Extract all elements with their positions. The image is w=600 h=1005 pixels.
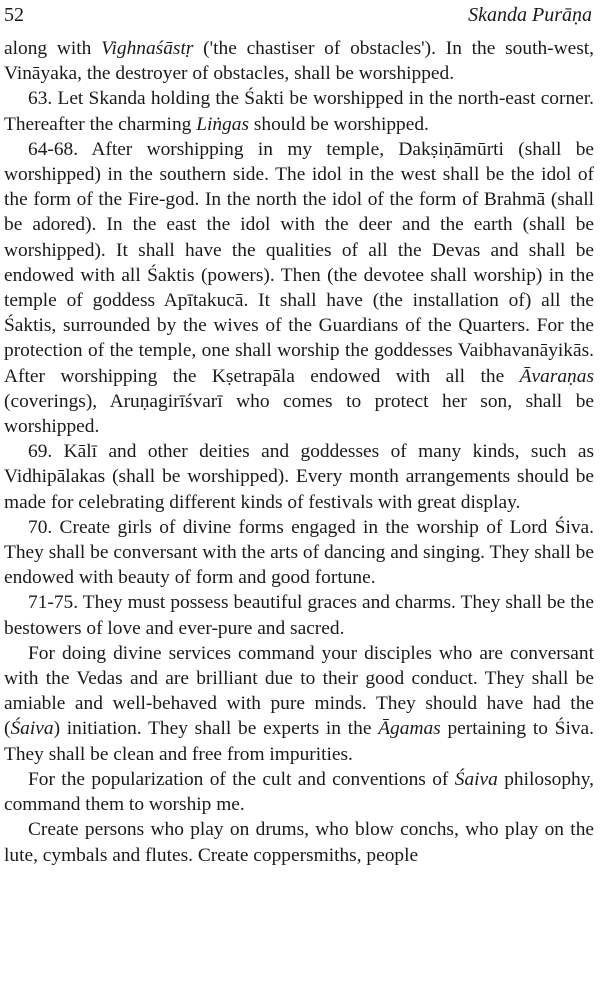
- paragraph-continuation: along with Vighnaśāstṛ ('the chastiser of obstacles'). In the south-west, Vināyaka, the destroyer of obstacles, shall be worshipped.: [4, 38, 594, 85]
- paragraph-divine-services: For doing divine services command your disciples who are conversant with the Vedas and are brilliant due to their good conduct. They shall be amiable and well-behaved with pure minds. They should have had the (Śaiva) initiation. They shall be experts in the Āgamas pertaining to Śiva. They shall be clean and free from impurities.: [4, 642, 595, 765]
- verse-70: 70. Create girls of divine forms engaged in the worship of Lord Śiva. They shall be conversant with the arts of dancing and singing. They shall be endowed with beauty of form and good fortune.: [4, 516, 594, 589]
- verse-63: 63. Let Skanda holding the Śakti be worshipped in the north-east corner. Thereafter the charming Liṅgas should be worshipped.: [4, 88, 594, 135]
- verse-69: 69. Kālī and other deities and goddesses of many kinds, such as Vidhipālakas (shall be worshipped). Every month arrangements should be made for celebrating different kinds of festivals with great display.: [4, 441, 594, 513]
- body-text: [4, 36, 594, 868]
- page-number: 52: [4, 4, 24, 26]
- page-header: [4, 2, 592, 28]
- paragraph-popularization: For the popularization of the cult and conventions of Śaiva philosophy, command them to worship me.: [4, 768, 595, 816]
- italic-term: Vighnaśāstṛ: [101, 38, 194, 59]
- italic-term: Āvaraṇas: [519, 365, 594, 387]
- paragraph-create-persons: Create persons who play on drums, who blow conchs, who play on the lute, cymbals and flutes. Create coppersmiths, people: [4, 819, 594, 866]
- running-title: Skanda Purāṇa: [468, 4, 592, 26]
- italic-term: Śaiva: [10, 718, 54, 740]
- italic-term: Śaiva: [454, 768, 498, 790]
- verse-71-75: 71-75. They must possess beautiful graces and charms. They shall be the bestowers of love and ever-pure and sacred.: [4, 592, 594, 639]
- italic-term: Liṅgas: [196, 113, 249, 135]
- verse-64-68: 64-68. After worshipping in my temple, Dakṣiṇāmūrti (shall be worshipped) in the southern side. The idol in the west shall be the idol of the form of the Fire-god. In the north the idol of the form of Brahmā (shall be adored). In the east the idol with the deer and the earth (shall be worshipped). It shall have the qualities of all the Devas and shall be endowed with all Śaktis (powers). Then (the devotee shall worship) in the temple of goddess Apītakucā. It shall have (the installation of) all the Śaktis, surrounded by the wives of the Guardians of the Quarters. For the protection of the temple, one shall worship the goddesses Vaibhavanāyikās. After worshipping the Kṣetrapāla endowed with all the Āvaraṇas (coverings), Aruṇagirīśvarī who comes to protect her son, shall be worshipped.: [4, 138, 594, 438]
- italic-term: Āgamas: [378, 718, 441, 740]
